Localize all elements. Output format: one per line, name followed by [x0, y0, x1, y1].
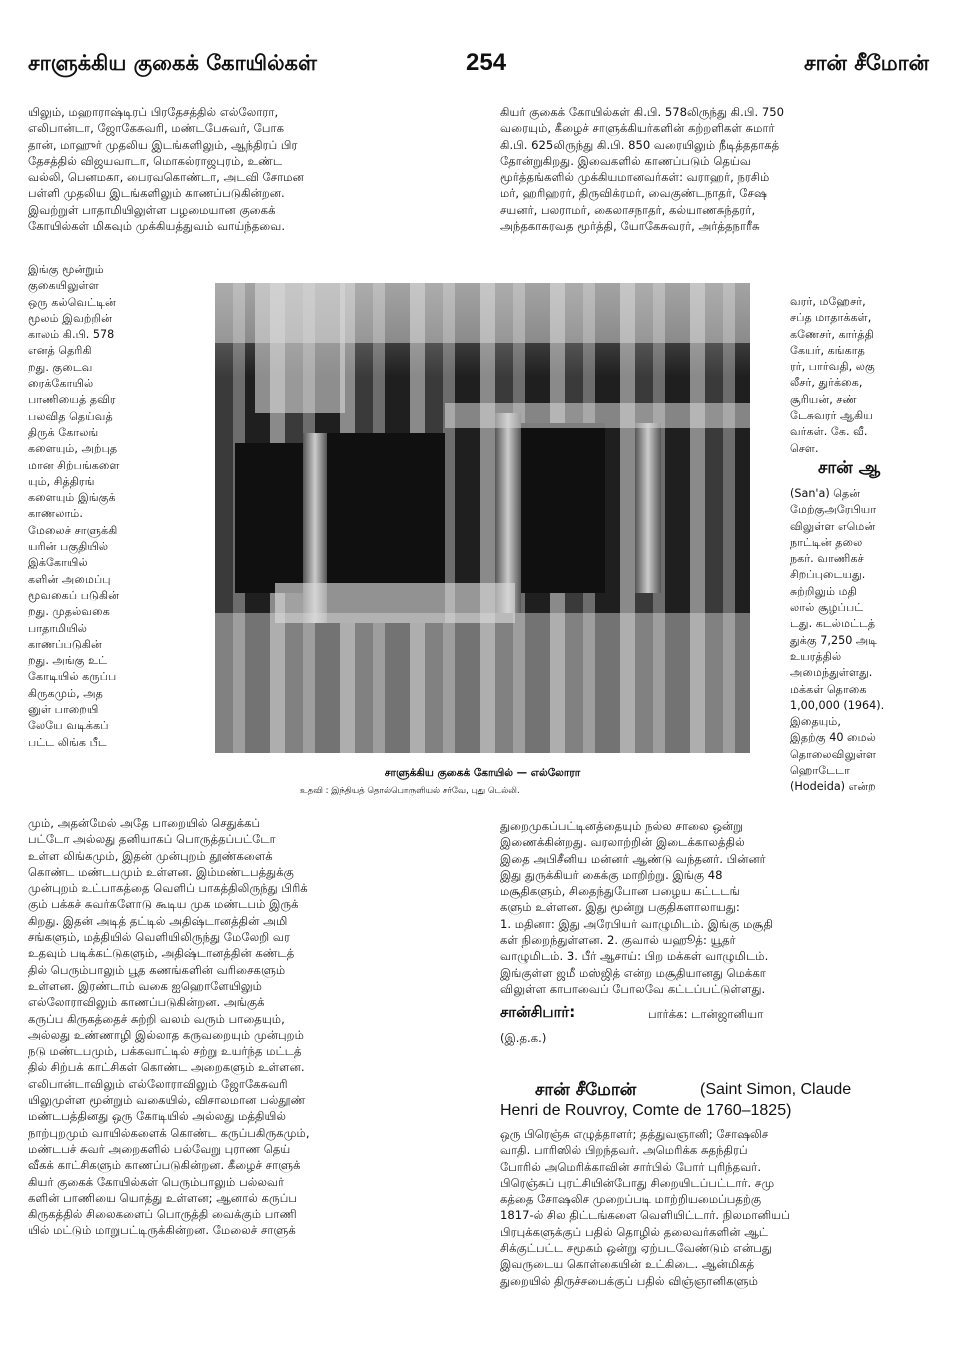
text-line: லீசர், துர்க்கை,	[790, 376, 863, 390]
text-line: றது. முதல்வகை	[28, 605, 110, 619]
text-line: மக்கள் தொகை	[790, 682, 867, 696]
text-line: மூர்த்தங்களில் முக்கியமானவர்கள்: வராஹர், நரசிம்	[500, 170, 770, 185]
text-line: இதை அபிசீனிய மன்னர் ஆண்டு வந்தனர். பின்னர்	[500, 851, 766, 866]
text-line: களும் உள்ளன. இது மூன்று பகுதிகளாலாயது:	[500, 900, 740, 915]
text-line: பிரபுக்களுக்குப் பதில் தொழில் தலைவர்களின் ஆட்	[500, 1224, 769, 1239]
text-line: பட்டோ அல்லது தனியாகப் பொருத்தப்பட்டோ	[28, 832, 276, 847]
text-line: நகர். வாணிகச்	[790, 552, 864, 566]
running-head-left: சாளுக்கிய குகைக் கோயில்கள்	[28, 51, 317, 75]
text-line: காணலாம்.	[28, 507, 83, 521]
col1-narrow-text	[28, 262, 208, 751]
text-line: சங்களும், மத்தியில் வெளியிலிருந்து மேலேறி வர	[28, 930, 290, 945]
text-line: கோடியில் கருப்ப	[28, 670, 117, 684]
text-line: குகையிலுள்ள	[28, 279, 99, 293]
text-line: நடு மண்டபமும், பக்கவாட்டில் சற்று உயர்ந்த மட்டத்	[28, 1044, 302, 1059]
text-line: இதையும்,	[790, 715, 841, 729]
page-number: 254	[466, 49, 507, 76]
text-line: மூவகைப் படுகின்	[28, 588, 120, 602]
text-line: கிருகமும், அத	[28, 686, 103, 700]
text-line: தோன்றுகிறது. இவைகளில் காணப்படும் தெய்வ	[500, 153, 751, 168]
col1-top-text	[28, 104, 480, 234]
text-line: வல்லி, பெனமகா, பைரவகொண்டா, அடவி சோமன	[28, 170, 304, 185]
text-line: சுற்றிலும் மதி	[790, 584, 857, 598]
cave-temple-photo	[215, 283, 750, 753]
text-line: மசூதிகளும், சிதைந்துபோன பழைய கட்டடங்	[500, 884, 740, 899]
text-line: தான், மாஹுர் முதலிய இடங்களிலும், ஆந்திரப் பிர	[28, 137, 298, 152]
text-line: டேசுவரர் ஆகிய	[790, 409, 873, 423]
text-line: றது. அங்கு உட்	[28, 654, 108, 668]
col2-narrow-text	[790, 294, 930, 457]
text-line: திருக் கோலங்	[28, 425, 99, 439]
text-line: றது. குடைவ	[28, 360, 93, 374]
text-line: யிலும், மஹாராஷ்டிரப் பிரதேசத்தில் எல்லோரா,	[28, 105, 279, 119]
text-line: பாணியைத் தவிர	[28, 393, 116, 407]
text-line: மேற்குஅரேபியா	[790, 503, 877, 517]
text-line: யிலுமுள்ள மூன்றும் வகையில், விசாலமான பல்தூண்	[28, 1093, 306, 1108]
text-line: மும், அதன்மேல் அதே பாறையில் செதுக்கப்	[28, 816, 261, 830]
entry-simon-latin-1: (Saint Simon, Claude	[700, 1081, 852, 1098]
text-line: சூரியன், சண்	[790, 392, 857, 406]
text-line: மூலம் இவற்றின்	[28, 311, 112, 325]
text-line: ஒரு கல்வெட்டின்	[28, 295, 116, 309]
text-line: வீகக் காட்சிகளும் காணப்படுகின்றன. கீழைச் சாளுக்	[28, 1158, 301, 1173]
running-head-right: சான் சீமோன்	[803, 51, 929, 75]
text-line: சயனர், பலராமர், கைலாசநாதர், கல்யாணசுந்தரர்,	[500, 202, 756, 217]
entry-sansibar-abbrev: (இ.த.க.)	[500, 1031, 547, 1045]
figure-credit: உதவி : இந்தியத் தொல்பொருளியல் சர்வே, புது டெல்லி.	[300, 786, 520, 796]
text-line: ஒரு பிரெஞ்சு எழுத்தாளர்; தத்துவஞானி; சோஷலிச	[500, 1127, 769, 1141]
text-line: இவற்றுள் பாதாமியிலுள்ள பழமையான குகைக்	[28, 202, 276, 217]
text-line: அல்லது உண்ணாழி இல்லாத கருவறையும் முன்புறம்	[28, 1027, 304, 1042]
text-line: விலுள்ள காபாவைப் போலவே கட்டப்பட்டுள்ளது.	[500, 981, 766, 996]
text-line: கோயில்கள் மிகவும் முக்கியத்துவம் வாய்ந்தவை.	[28, 219, 286, 234]
entry-simon-title: சான் சீமோன்	[535, 1080, 637, 1100]
text-line: வர்கள். கே. வீ.	[790, 425, 868, 439]
text-line: செள.	[790, 441, 819, 455]
text-line: முன்புறம் உட்பாகத்தை வெளிப் பாகத்திலிருந்து பிரிக்	[28, 881, 308, 896]
text-line: விலுள்ள எமென்	[790, 519, 876, 533]
col1-bottom-text	[28, 815, 480, 1239]
text-line: துறைமுகப்பட்டினத்தையும் நல்ல சாலை ஒன்று	[500, 819, 743, 833]
text-line: யரின் பகுதியில்	[28, 540, 109, 554]
text-line: எனத் தெரிகி	[28, 344, 92, 358]
text-line: மண்டபச் சுவர் அறைகளில் பல்வேறு புராண தெய்	[28, 1141, 291, 1156]
text-line: கணேசர், கார்த்தி	[790, 327, 874, 341]
text-line: இணைக்கின்றது. வரலாற்றின் இடைக்காலத்தில்	[500, 835, 745, 850]
text-line: இங்கு மூன்றும்	[28, 263, 104, 276]
text-line: அந்தகாசுரவத மூர்த்தி, யோகேசுவரர், அர்த்தநாரீசு	[500, 219, 760, 234]
text-line: களின் அமைப்பு	[28, 572, 111, 586]
text-line: உயரத்தில்	[790, 649, 842, 663]
text-line: இதற்கு 40 மைல்	[790, 731, 876, 745]
text-line: மேலைச் சாளுக்கி	[28, 523, 118, 537]
text-line: இக்கோயில்	[28, 556, 88, 570]
text-line: களையும் இங்குக்	[28, 491, 116, 505]
text-line: எலிபான்டா, ஜோகேசுவரி, மண்டபேசுவர், போக	[28, 121, 285, 136]
text-line: தில் பெரும்பாலும் பூத கணங்களின் வரிசைகளும்	[28, 962, 286, 977]
text-line: சிறப்புடையது.	[790, 568, 866, 582]
text-line: கொண்ட மண்டபமும் உள்ளன. இம்மண்டபத்துக்கு	[28, 864, 294, 879]
text-line: கிருகத்தில் சிலைகளைப் பொருத்தி வைக்கும் பாணி	[28, 1207, 297, 1222]
text-line: (Hodeida) என்ற	[790, 780, 876, 794]
text-line: உள்ளன. இரண்டாம் வகை ஐஹொளேயிலும்	[28, 978, 263, 993]
text-line: காணப்படுகின்	[28, 637, 102, 651]
text-line: பிரெஞ்சுப் புரட்சியின்போது சிறையிடப்பட்டார். சமு	[500, 1175, 775, 1190]
text-line: யும், சித்திரங்	[28, 474, 95, 488]
entry-sansibar-text: பார்க்க: டான்ஜானியா	[648, 1007, 764, 1021]
text-line: மண்டபத்தினது ஒரு கோடியில் அல்லது மத்தியில்	[28, 1109, 287, 1124]
text-line: னுள் பாறையி	[28, 703, 99, 717]
text-line: 1,00,000 (1964).	[790, 698, 885, 712]
text-line: டது. கடல்மட்டத்	[790, 617, 876, 631]
text-line: உதவும் படிக்கட்டுகளும், அதிஷ்டானத்தின் கண்டத்	[28, 946, 295, 961]
text-line: வாழுமிடம். 3. பீர் ஆசாய்: பிற மக்கள் வாழுமிடம்.	[500, 949, 769, 964]
text-line: லால் சூழப்பட்	[790, 601, 864, 615]
text-line: கருப்ப கிருகத்தைச் சுற்றி வலம் வரும் பாதையும்,	[28, 1011, 285, 1026]
text-line: துக்கு 7,250 அடி	[790, 633, 878, 647]
col2-top-text	[500, 104, 930, 234]
col2-bottom-text	[500, 818, 930, 997]
entry-sana-title: சான் ஆ	[818, 458, 881, 478]
text-line: பள்ளி முதலிய இடங்களிலும் காணப்படுகின்றன.	[28, 186, 285, 201]
text-line: கேயர், கங்காத	[790, 343, 865, 357]
text-line: இங்குள்ள ஜமீ மஸ்ஜித் என்ற மசூதியானது மெக்கா	[500, 965, 766, 980]
entry-sansibar-title: சான்சிபார்:	[500, 1003, 576, 1021]
text-line: போரில் அமெரிக்காவின் சார்பில் போர் புரிந்தவர்.	[500, 1159, 762, 1174]
text-line: சிக்குட்பட்ட சமூகம் ஒன்று ஏற்படவேண்டும் என்பது	[500, 1241, 772, 1256]
text-line: உள்ள லிங்கமும், இதன் முன்புறம் தூண்களைக்	[28, 848, 273, 863]
text-line: இவருடைய கொள்கையின் உட்கிடை. ஆன்மிகத்	[500, 1257, 755, 1272]
text-line: கும் பக்கச் சுவர்களோடு கூடிய முக மண்டபம் இருக்	[28, 897, 299, 912]
text-line: 1817-ல் சில திட்டங்களை வெளியிட்டார். நிலமானியப்	[500, 1208, 790, 1223]
text-line: மர், ஹரிஹரர், திருவிக்ரமர், வைகுண்டநாதர், சேஷ	[500, 186, 767, 201]
text-line: ரைக்கோயில்	[28, 377, 94, 391]
text-line: கியர் குகைக் கோயில்கள் கி.பி. 578லிருந்து கி.பி. 750	[500, 105, 784, 119]
text-line: களையும், அற்புத	[28, 442, 118, 456]
text-line: எல்லோராவிலும் காணப்படுகின்றன. அங்குக்	[28, 995, 265, 1010]
text-line: தில் சிற்பக் காட்சிகள் கொண்ட அறைகளும் உள்ளன.	[28, 1060, 305, 1075]
text-line: ரர், பார்வதி, லகு	[790, 360, 875, 374]
text-line: காலம் கி.பி. 578	[28, 328, 115, 342]
text-line: பலவித தெய்வத்	[28, 409, 113, 423]
text-line: கிறது. இதன் அடித் தட்டில் அதிஷ்டானத்தின் அமி	[28, 913, 288, 928]
text-line: சப்த மாதாக்கள்,	[790, 311, 872, 325]
text-line: யில் மட்டும் மாறுபட்டிருக்கின்றன. மேலைச் சாளுக்	[28, 1223, 296, 1238]
text-line: நாட்டின் தலை	[790, 535, 863, 549]
text-line: வாதி. பாரிஸில் பிறந்தவர். அமெரிக்க சுதந்திரப்	[500, 1143, 748, 1158]
text-line: நாற்புறமும் வாயில்களைக் கொண்ட கருப்பகிருகமும்,	[28, 1125, 310, 1140]
text-line: லேயே வடிக்கப்	[28, 719, 109, 733]
entry-sana-text	[790, 486, 932, 796]
text-line: களின் பாணியை யொத்து உள்ளன; ஆனால் கருப்ப	[28, 1190, 297, 1205]
text-line: பட்ட லிங்க பீட	[28, 735, 107, 749]
text-line: தொலைவிலுள்ள	[790, 747, 877, 761]
text-line: மான சிற்பங்களை	[28, 458, 120, 472]
text-line: (San'a) தென்	[790, 487, 861, 500]
text-line: அமைந்துள்ளது.	[790, 666, 873, 680]
figure-caption: சாளுக்கிய குகைக் கோயில் — எல்லோரா	[384, 767, 581, 779]
entry-simon-latin-2: Henri de Rouvroy, Comte de 1760–1825)	[500, 1102, 792, 1119]
text-line: எலிபான்டாவிலும் எல்லோராவிலும் ஜோகேசுவரி	[28, 1076, 288, 1091]
text-line: கி.பி. 625லிருந்து கி.பி. 850 வரையிலும் நீடித்ததாகத்	[500, 137, 780, 152]
text-line: வரையும், கீழைச் சாளுக்கியர்களின் கற்றளிகள் சுமார்	[500, 121, 775, 136]
text-line: வரர், மஹேசர்,	[790, 295, 866, 308]
text-line: துறையில் திருச்சபைக்குப் பதில் விஞ்ஞானிகளும்	[500, 1273, 758, 1288]
text-line: தேசத்தில் விஜயவாடா, மொகல்ராஜபுரம், உண்ட	[28, 153, 283, 168]
text-line: பாதாமியில்	[28, 621, 88, 635]
text-line: 1. மதினா: இது அரேபியர் வாழுமிடம். இங்கு மசூதி	[500, 916, 774, 931]
text-line: இது துருக்கியர் கைக்கு மாறிற்று. இங்கு 48	[500, 867, 723, 882]
entry-simon-text	[500, 1126, 930, 1289]
text-line: கியர் குகைக் கோயில்கள் பெரும்பாலும் பல்லவர்	[28, 1174, 285, 1189]
text-line: கத்தை சோஷலிச முறைப்படி மாற்றியமைப்பதற்கு	[500, 1192, 762, 1207]
text-line: ஹொடேடா	[790, 764, 850, 778]
text-line: கள் நிறைந்துள்ளன. 2. குவால் யஹூத்: யூதர்	[500, 933, 736, 948]
